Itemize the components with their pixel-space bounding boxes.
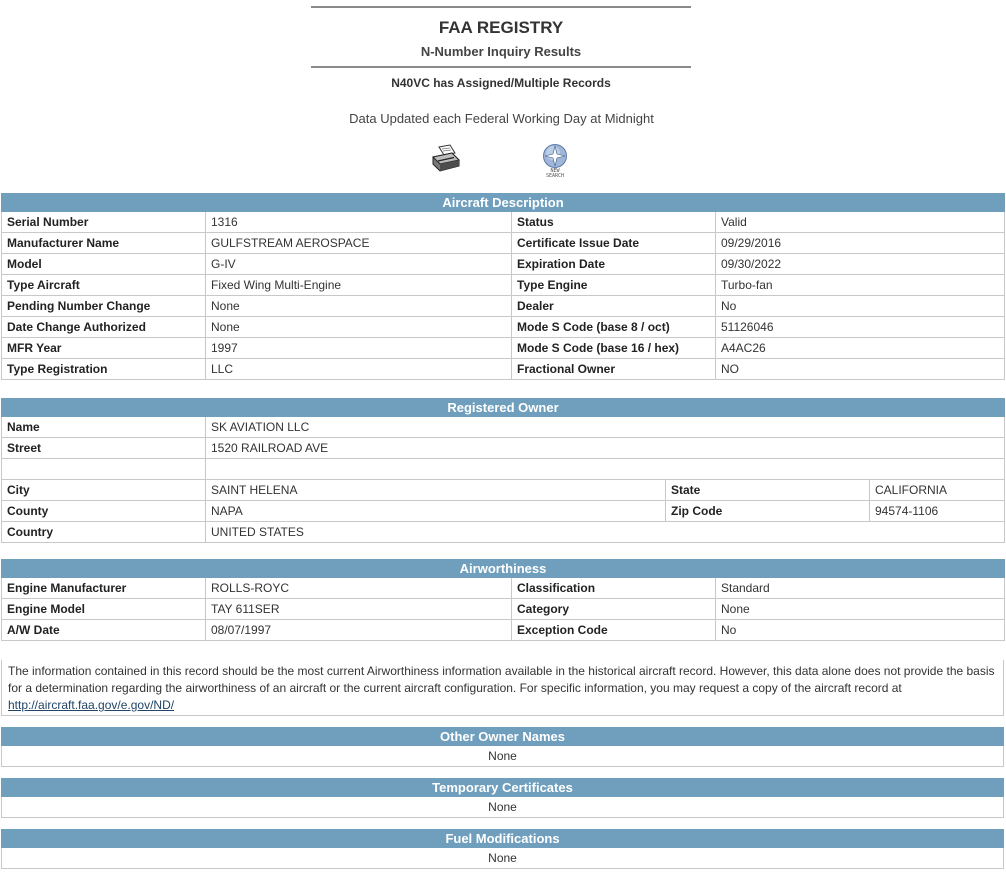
field-label: Model <box>2 254 206 275</box>
field-value: 09/29/2016 <box>716 233 1005 254</box>
field-value: No <box>716 620 1005 641</box>
field-label: Engine Manufacturer <box>2 578 206 599</box>
update-notice: Data Updated each Federal Working Day at Midnight <box>349 111 654 126</box>
temporary-certificates-table <box>1 778 1004 818</box>
airworthiness-note-text: The information contained in this record should be the most current Airworthiness information available in the historical aircraft record. However, this data alone does not provide the basis for a determination regarding the airworthiness of an aircraft or the current aircraft configuration. For specific information, you may request a copy of the aircraft record at <box>8 664 995 695</box>
owner-country: UNITED STATES <box>206 522 1005 543</box>
name-label: Name <box>2 417 206 438</box>
field-value: 51126046 <box>716 317 1005 338</box>
field-value: Standard <box>716 578 1005 599</box>
owner-state: CALIFORNIA <box>870 480 1005 501</box>
table-row <box>2 317 1005 338</box>
field-label: Mode S Code (base 16 / hex) <box>512 338 716 359</box>
table-row <box>2 359 1005 380</box>
field-value: Fixed Wing Multi-Engine <box>206 275 512 296</box>
owner-county: NAPA <box>206 501 666 522</box>
owner-street: 1520 RAILROAD AVE <box>206 438 1005 459</box>
street-label: Street <box>2 438 206 459</box>
field-value: 08/07/1997 <box>206 620 512 641</box>
field-label: Serial Number <box>2 212 206 233</box>
fuel-modifications-table <box>1 829 1004 869</box>
table-row <box>2 438 1005 459</box>
field-label: Certificate Issue Date <box>512 233 716 254</box>
aircraft-record-link[interactable]: http://aircraft.faa.gov/e.gov/ND/ <box>8 698 175 712</box>
table-row <box>2 212 1005 233</box>
new-search-icon[interactable] <box>538 143 572 181</box>
table-row <box>2 620 1005 641</box>
field-label: MFR Year <box>2 338 206 359</box>
field-value: No <box>716 296 1005 317</box>
field-value: A4AC26 <box>716 338 1005 359</box>
table-row <box>2 254 1005 275</box>
field-label: Dealer <box>512 296 716 317</box>
field-value: NO <box>716 359 1005 380</box>
street2-label <box>2 459 206 480</box>
header-top-rule <box>311 6 691 8</box>
registered-owner-table <box>1 398 1005 543</box>
field-label: Date Change Authorized <box>2 317 206 338</box>
field-value: 1997 <box>206 338 512 359</box>
page-title: FAA REGISTRY <box>438 18 564 37</box>
printer-icon[interactable] <box>430 144 462 174</box>
field-value: GULFSTREAM AEROSPACE <box>206 233 512 254</box>
city-label: City <box>2 480 206 501</box>
field-value: 1316 <box>206 212 512 233</box>
field-value: LLC <box>206 359 512 380</box>
airworthiness-table <box>1 559 1005 641</box>
table-row <box>2 275 1005 296</box>
other-owner-names-value: None <box>2 746 1004 767</box>
zip-label: Zip Code <box>666 501 870 522</box>
field-label: Expiration Date <box>512 254 716 275</box>
airworthiness-heading: Airworthiness <box>2 560 1005 578</box>
aircraft-description-heading: Aircraft Description <box>2 194 1005 212</box>
field-label: Engine Model <box>2 599 206 620</box>
field-value: ROLLS-ROYC <box>206 578 512 599</box>
field-label: Mode S Code (base 8 / oct) <box>512 317 716 338</box>
temporary-certificates-heading: Temporary Certificates <box>2 779 1004 797</box>
country-label: Country <box>2 522 206 543</box>
field-value: None <box>206 317 512 338</box>
field-value: TAY 611SER <box>206 599 512 620</box>
registered-owner-heading: Registered Owner <box>2 399 1005 417</box>
table-row <box>2 599 1005 620</box>
fuel-modifications-value: None <box>2 848 1004 869</box>
field-value: G-IV <box>206 254 512 275</box>
table-row <box>2 338 1005 359</box>
table-row <box>2 480 1005 501</box>
field-label: Type Engine <box>512 275 716 296</box>
owner-name: SK AVIATION LLC <box>206 417 1005 438</box>
field-value: Valid <box>716 212 1005 233</box>
new-search-label-1: NEW <box>550 168 560 174</box>
other-owner-names-table <box>1 727 1004 767</box>
field-value: None <box>206 296 512 317</box>
fuel-modifications-heading: Fuel Modifications <box>2 830 1004 848</box>
field-label: A/W Date <box>2 620 206 641</box>
field-label: Type Aircraft <box>2 275 206 296</box>
field-label: Category <box>512 599 716 620</box>
owner-street2 <box>206 459 1005 480</box>
field-value: Turbo-fan <box>716 275 1005 296</box>
field-value: 09/30/2022 <box>716 254 1005 275</box>
table-row <box>2 233 1005 254</box>
header-bottom-rule <box>311 66 691 68</box>
temporary-certificates-value: None <box>2 797 1004 818</box>
field-label: Type Registration <box>2 359 206 380</box>
field-label: Manufacturer Name <box>2 233 206 254</box>
field-value: None <box>716 599 1005 620</box>
field-label: Fractional Owner <box>512 359 716 380</box>
table-row <box>2 296 1005 317</box>
aircraft-description-table <box>1 193 1005 380</box>
county-label: County <box>2 501 206 522</box>
owner-city: SAINT HELENA <box>206 480 666 501</box>
table-row <box>2 459 1005 480</box>
owner-zip: 94574-1106 <box>870 501 1005 522</box>
state-label: State <box>666 480 870 501</box>
field-label: Status <box>512 212 716 233</box>
table-row <box>2 522 1005 543</box>
page-subtitle: N-Number Inquiry Results <box>420 44 582 59</box>
records-notice: N40VC has Assigned/Multiple Records <box>391 76 611 90</box>
new-search-label-2: SEARCH <box>545 173 565 179</box>
field-label: Classification <box>512 578 716 599</box>
field-label: Exception Code <box>512 620 716 641</box>
table-row <box>2 501 1005 522</box>
field-label: Pending Number Change <box>2 296 206 317</box>
other-owner-names-heading: Other Owner Names <box>2 728 1004 746</box>
table-row <box>2 417 1005 438</box>
airworthiness-note <box>1 660 1004 716</box>
table-row <box>2 578 1005 599</box>
